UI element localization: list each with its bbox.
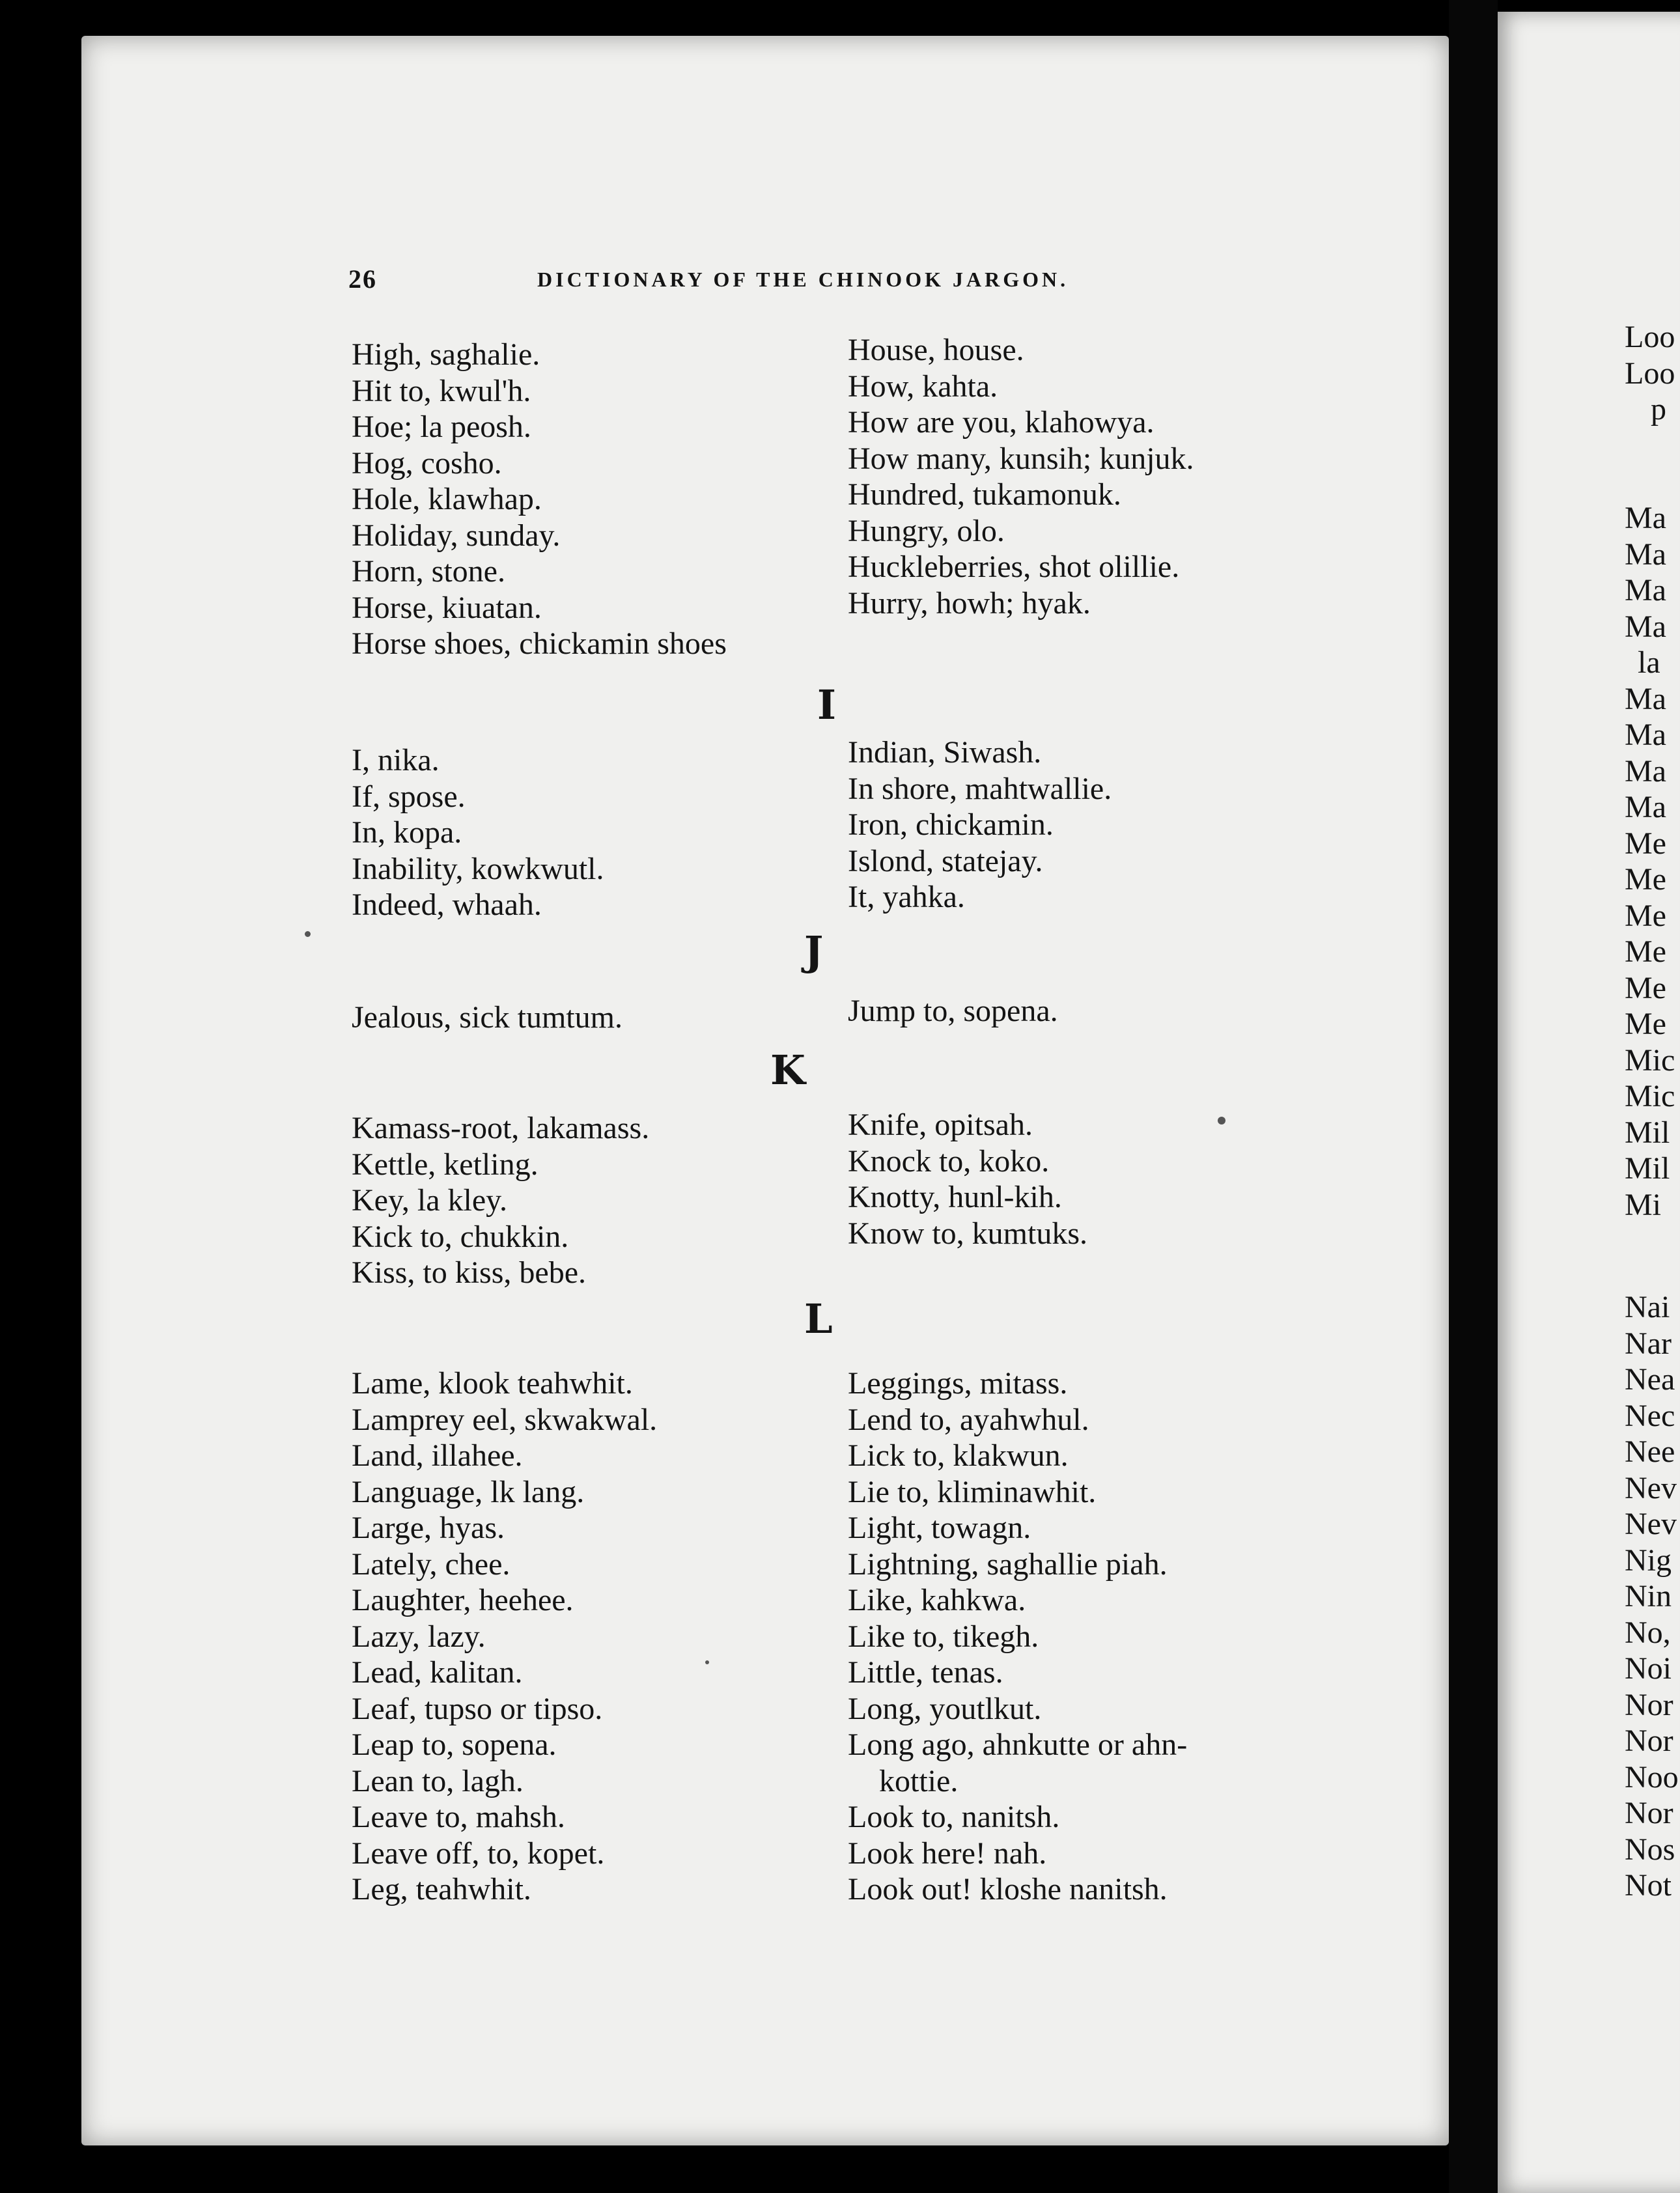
fragment: Nev bbox=[1625, 1507, 1677, 1541]
entries-k-left bbox=[352, 1110, 649, 1291]
fragment: p bbox=[1651, 392, 1666, 426]
entry: Indeed, whaah. bbox=[352, 887, 542, 922]
facing-n-fragments bbox=[1625, 1289, 1679, 1904]
entry: Look out! kloshe nanitsh. bbox=[848, 1872, 1168, 1907]
fragment: Nor bbox=[1625, 1687, 1673, 1722]
entry: Large, hyas. bbox=[352, 1511, 505, 1545]
entry: Lean to, lagh. bbox=[352, 1763, 524, 1798]
fragment: Nea bbox=[1625, 1362, 1675, 1397]
entry: Inability, kowkwutl. bbox=[352, 851, 604, 886]
entry: Like to, tikegh. bbox=[848, 1619, 1039, 1654]
entry: How many, kunsih; kunjuk. bbox=[848, 441, 1194, 476]
fragment: Ma bbox=[1625, 681, 1666, 716]
entry: Know to, kumtuks. bbox=[848, 1216, 1088, 1251]
fragment: No, bbox=[1625, 1615, 1671, 1650]
entry: Kamass-root, lakamass. bbox=[352, 1111, 650, 1145]
entry: Holiday, sunday. bbox=[352, 518, 561, 553]
entry: Hoe; la peosh. bbox=[352, 410, 531, 444]
fragment: Me bbox=[1625, 862, 1666, 897]
entries-j-right bbox=[848, 993, 1058, 1029]
fragment: Mil bbox=[1625, 1115, 1670, 1150]
entries-k-right bbox=[848, 1107, 1087, 1251]
entry: Hit to, kwul'h. bbox=[352, 373, 531, 408]
book-page bbox=[81, 36, 1449, 2145]
section-letter-k: K bbox=[770, 1046, 805, 1094]
ink-speck bbox=[705, 1660, 709, 1664]
entry: High, saghalie. bbox=[352, 337, 540, 372]
entry: Look to, nanitsh. bbox=[848, 1800, 1060, 1834]
entry: Lately, chee. bbox=[352, 1546, 511, 1582]
fragment: Not bbox=[1625, 1868, 1672, 1903]
fragment: Loo bbox=[1625, 356, 1675, 391]
entries-l-right bbox=[848, 1365, 1187, 1908]
entry: Kettle, ketling. bbox=[352, 1147, 539, 1182]
section-letter-j: J bbox=[804, 927, 824, 975]
fragment: Noo bbox=[1625, 1759, 1679, 1795]
fragment: Nev bbox=[1625, 1470, 1677, 1505]
entry-continuation: kottie. bbox=[879, 1763, 959, 1798]
entry: Hog, cosho. bbox=[352, 445, 502, 481]
fragment: Ma bbox=[1625, 573, 1666, 608]
entry: Long ago, ahnkutte or ahn- bbox=[848, 1727, 1188, 1762]
fragment: Ma bbox=[1625, 753, 1666, 789]
fragment: Nor bbox=[1625, 1796, 1673, 1830]
entry: Leggings, mitass. bbox=[848, 1366, 1068, 1401]
entry: Lazy, lazy. bbox=[352, 1619, 486, 1654]
entry: Islond, statejay. bbox=[848, 843, 1043, 878]
entry: Little, tenas. bbox=[848, 1655, 1003, 1690]
entry: Hundred, tukamonuk. bbox=[848, 477, 1121, 512]
entry: Lead, kalitan. bbox=[352, 1655, 523, 1690]
entry: Lightning, saghallie piah. bbox=[848, 1546, 1168, 1582]
entry: Jealous, sick tumtum. bbox=[352, 1000, 623, 1035]
fragment: Nar bbox=[1625, 1326, 1672, 1361]
fragment: Ma bbox=[1625, 537, 1666, 572]
entry: Leave to, mahsh. bbox=[352, 1800, 565, 1834]
entry: How, kahta. bbox=[848, 369, 998, 404]
entry: If, spose. bbox=[352, 779, 466, 814]
entry: In, kopa. bbox=[352, 815, 462, 850]
entry: Kick to, chukkin. bbox=[352, 1219, 569, 1254]
entry: Land, illahee. bbox=[352, 1438, 523, 1473]
fragment: Me bbox=[1625, 1007, 1666, 1041]
fragment: Me bbox=[1625, 826, 1666, 861]
entry: Leave off, to, kopet. bbox=[352, 1836, 605, 1871]
fragment: Nor bbox=[1625, 1724, 1673, 1758]
entry: Long, youtlkut. bbox=[848, 1691, 1042, 1726]
entry: It, yahka. bbox=[848, 880, 965, 914]
entry: Horse shoes, chickamin shoes bbox=[352, 626, 727, 661]
entry: Knife, opitsah. bbox=[848, 1108, 1033, 1142]
entry: House, house. bbox=[848, 333, 1024, 367]
entry: Language, lk lang. bbox=[352, 1474, 585, 1509]
fragment: Nin bbox=[1625, 1579, 1672, 1613]
ink-speck bbox=[305, 931, 311, 937]
book-gutter bbox=[1449, 0, 1498, 2193]
section-letter-l: L bbox=[804, 1295, 833, 1343]
fragment: Nai bbox=[1625, 1290, 1670, 1324]
facing-m-fragments bbox=[1625, 500, 1675, 1223]
entry: Leap to, sopena. bbox=[352, 1727, 557, 1762]
entry: Lame, klook teahwhit. bbox=[352, 1366, 633, 1401]
entry: Laughter, heehee. bbox=[352, 1583, 574, 1617]
entry: Leaf, tupso or tipso. bbox=[352, 1691, 603, 1726]
entry: Horse, kiuatan. bbox=[352, 590, 542, 625]
fragment: Nec bbox=[1625, 1398, 1675, 1433]
fragment: Mil bbox=[1625, 1151, 1670, 1186]
entries-i-left bbox=[352, 742, 604, 923]
section-letter-i: I bbox=[817, 681, 837, 729]
entry: Horn, stone. bbox=[352, 554, 505, 589]
fragment: Mic bbox=[1625, 1042, 1675, 1078]
running-head bbox=[348, 264, 1455, 303]
facing-top-fragments bbox=[1625, 319, 1675, 428]
entry: Knotty, hunl-kih. bbox=[848, 1180, 1062, 1214]
entry: Iron, chickamin. bbox=[848, 807, 1054, 842]
entries-h-right bbox=[848, 332, 1194, 621]
fragment: la bbox=[1638, 645, 1660, 680]
entry: Huckleberries, shot olillie. bbox=[848, 550, 1180, 584]
entry: In shore, mahtwallie. bbox=[848, 771, 1112, 806]
entry: Jump to, sopena. bbox=[848, 994, 1058, 1028]
fragment: Noi bbox=[1625, 1651, 1672, 1686]
fragment: Nos bbox=[1625, 1832, 1675, 1867]
fragment: Ma bbox=[1625, 790, 1666, 824]
entry: Light, towagn. bbox=[848, 1511, 1031, 1545]
entry: Indian, Siwash. bbox=[848, 735, 1042, 770]
fragment: Me bbox=[1625, 934, 1666, 969]
entry: Hurry, howh; hyak. bbox=[848, 585, 1091, 621]
entry: Kiss, to kiss, bebe. bbox=[352, 1255, 586, 1290]
fragment: Me bbox=[1625, 970, 1666, 1005]
fragment: Ma bbox=[1625, 718, 1666, 752]
fragment: Nig bbox=[1625, 1543, 1672, 1578]
fragment: Ma bbox=[1625, 501, 1666, 535]
entry: Hungry, olo. bbox=[848, 513, 1005, 548]
entry: Knock to, koko. bbox=[848, 1143, 1050, 1179]
fragment: Me bbox=[1625, 898, 1666, 933]
entry: Like, kahkwa. bbox=[848, 1583, 1026, 1617]
entry: Look here! nah. bbox=[848, 1836, 1047, 1871]
fragment: Mi bbox=[1625, 1187, 1662, 1222]
fragment: Ma bbox=[1625, 609, 1666, 644]
entry: Lamprey eel, skwakwal. bbox=[352, 1402, 658, 1437]
entries-i-right bbox=[848, 734, 1112, 915]
entry: I, nika. bbox=[352, 743, 440, 777]
entry: Leg, teahwhit. bbox=[352, 1872, 531, 1907]
entry: Hole, klawhap. bbox=[352, 482, 542, 516]
entries-h-left bbox=[352, 337, 727, 662]
page-number: 26 bbox=[348, 264, 377, 294]
fragment: Nee bbox=[1625, 1434, 1675, 1469]
running-title: DICTIONARY OF THE CHINOOK JARGON. bbox=[537, 268, 1069, 291]
fragment: Loo bbox=[1625, 320, 1675, 354]
entries-j-left bbox=[352, 999, 623, 1036]
entry: Lend to, ayahwhul. bbox=[848, 1402, 1089, 1437]
entry: How are you, klahowya. bbox=[848, 405, 1155, 440]
entry: Key, la kley. bbox=[352, 1183, 508, 1218]
entry: Lie to, kliminawhit. bbox=[848, 1474, 1097, 1509]
fragment: Mic bbox=[1625, 1079, 1675, 1113]
entry: Lick to, klakwun. bbox=[848, 1438, 1069, 1473]
ink-speck bbox=[1218, 1117, 1225, 1124]
entries-l-left bbox=[352, 1365, 657, 1908]
